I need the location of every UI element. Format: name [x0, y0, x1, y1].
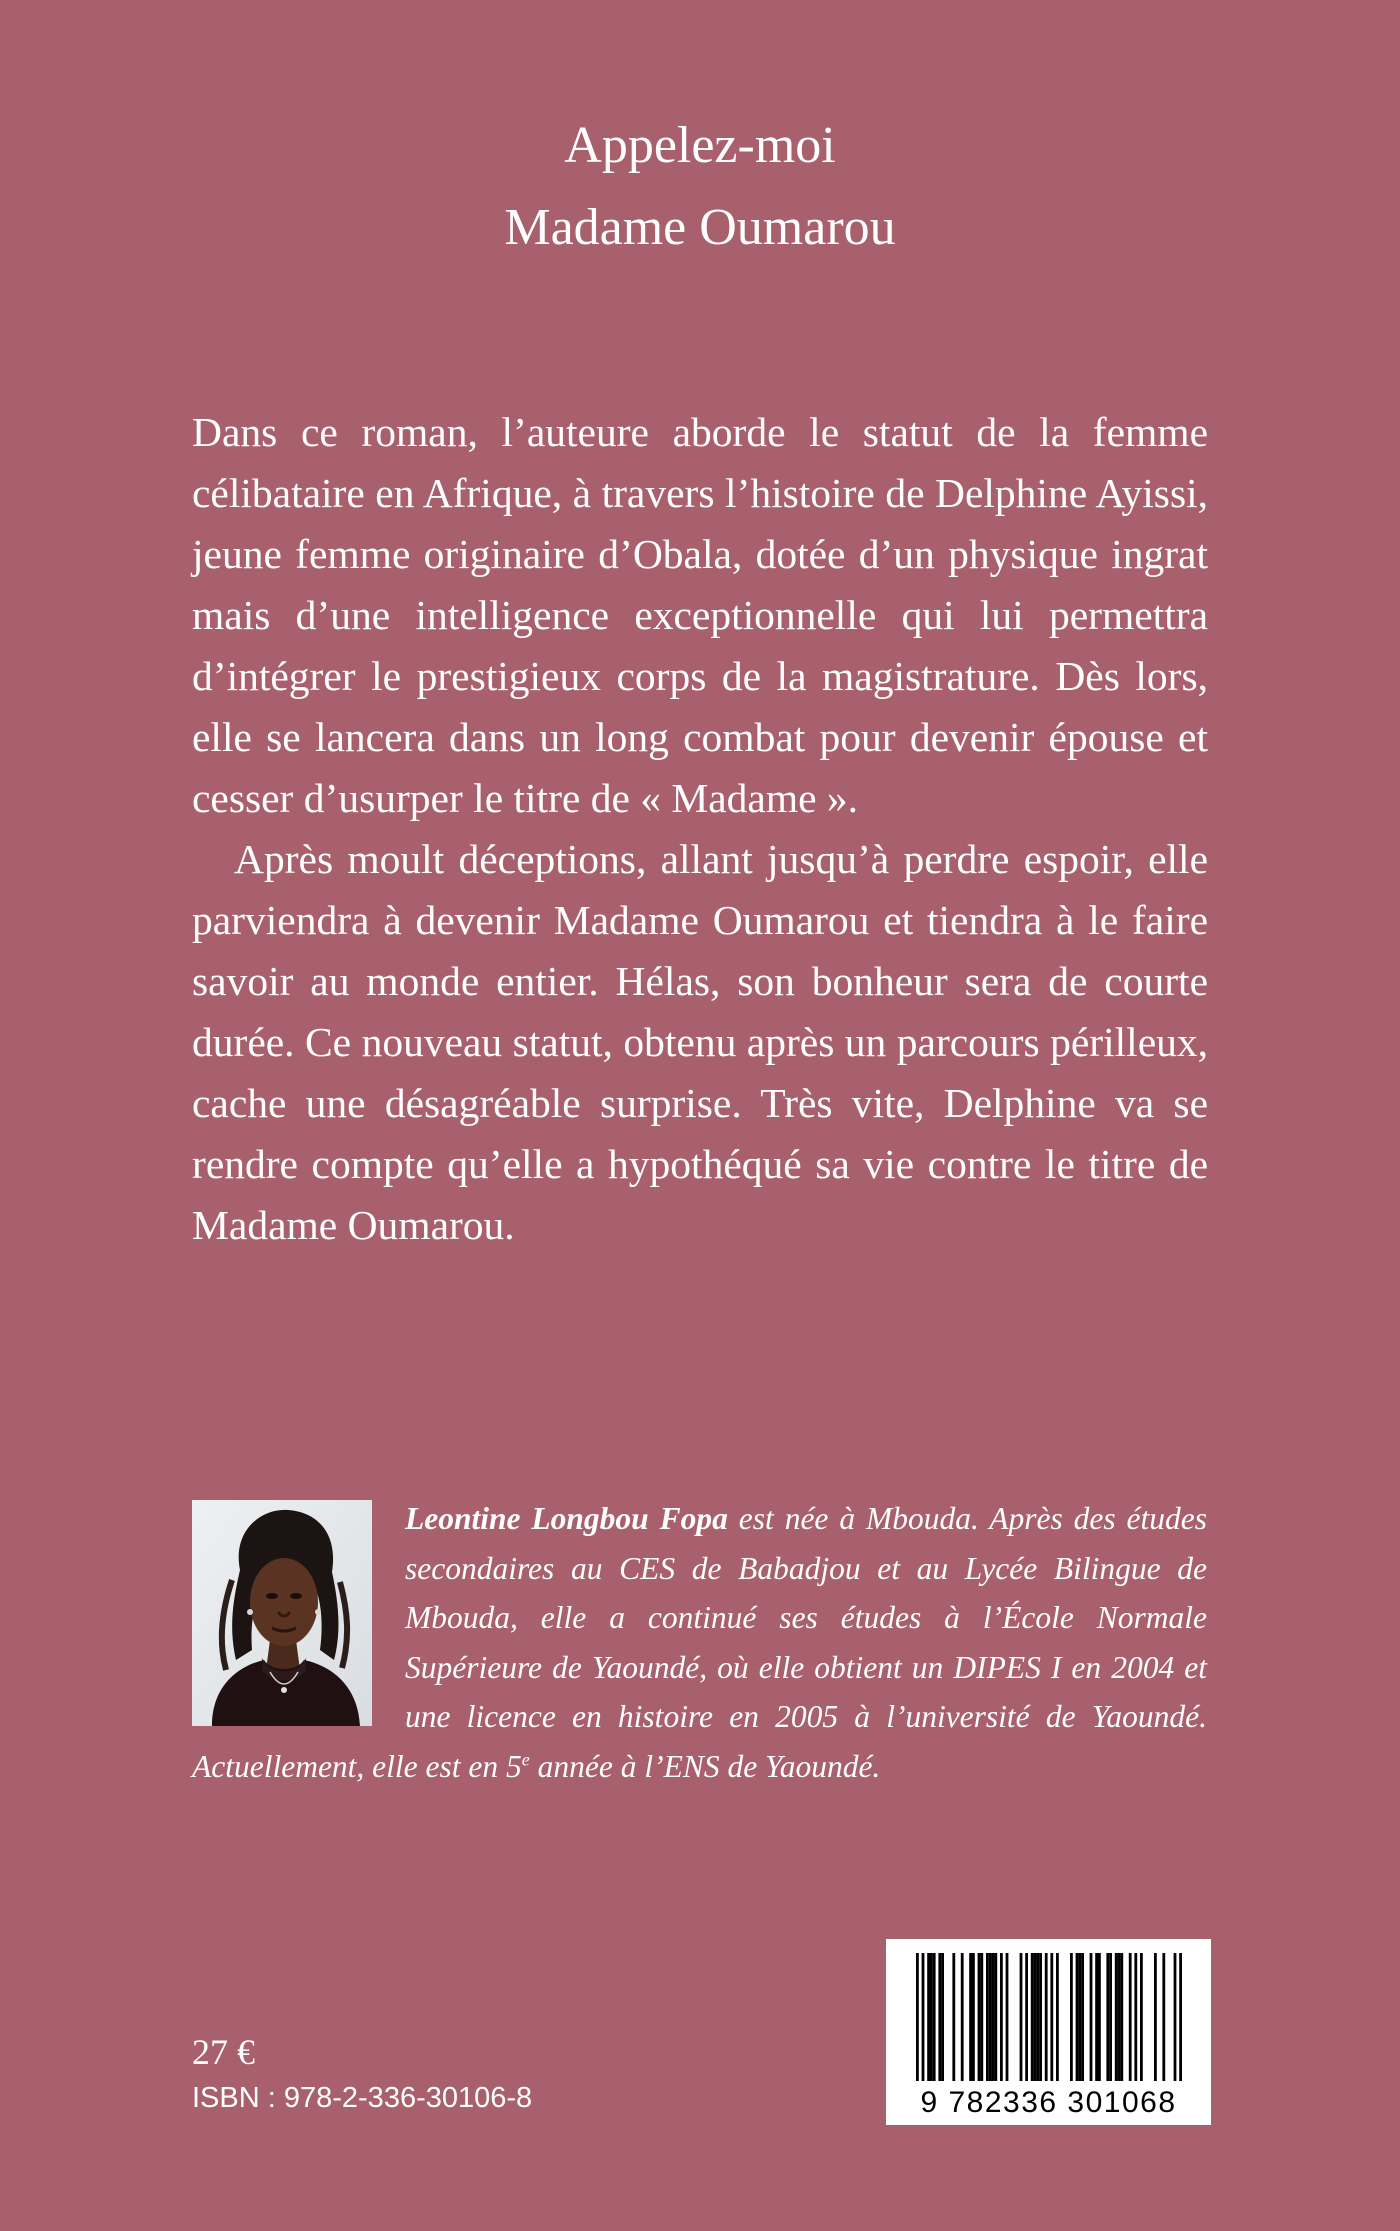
- barcode-bar: [1090, 1953, 1093, 2081]
- barcode-bar: [1034, 1953, 1037, 2081]
- barcode-bar: [1036, 1953, 1039, 2081]
- bio-superscript: e: [521, 1749, 530, 1769]
- bio-text-end: année à l’ENS de Yaoundé.: [529, 1748, 881, 1784]
- synopsis: [192, 402, 1208, 1256]
- barcode-bar: [1098, 1953, 1101, 2081]
- barcode-bar: [1020, 1953, 1023, 2081]
- barcode-bar: [992, 1953, 995, 2081]
- barcode-bar: [986, 1953, 989, 2081]
- barcode-bar: [969, 1953, 972, 2081]
- barcode-bar: [1076, 1953, 1079, 2081]
- barcode-bar: [994, 1953, 997, 2081]
- barcode-bar: [989, 1953, 992, 2081]
- book-title: [0, 105, 1400, 269]
- title-line-1: Appelez-moi: [564, 117, 836, 174]
- barcode-bar: [961, 1953, 964, 2081]
- barcode-bar: [1095, 1953, 1098, 2081]
- author-name: Leontine Longbou Fopa: [405, 1501, 728, 1536]
- barcode-bar: [1000, 1953, 1003, 2081]
- barcode-bar: [941, 1953, 944, 2081]
- barcode-bar: [1050, 1953, 1053, 2081]
- barcode-bar: [1120, 1953, 1123, 2081]
- barcode-bar: [1006, 1953, 1009, 2081]
- barcode-bar: [1174, 1953, 1177, 2081]
- author-biography: [192, 1494, 1207, 1791]
- barcode-bar: [1154, 1953, 1157, 2081]
- barcode-bar: [1031, 1953, 1034, 2081]
- isbn: ISBN : 978-2-336-30106-8: [192, 2082, 533, 2114]
- barcode-bar: [1129, 1953, 1132, 2081]
- barcode-bar: [952, 1953, 955, 2081]
- barcode-bar: [1115, 1953, 1118, 2081]
- photo-spacer: [192, 1494, 405, 1734]
- barcode-digits: 9 782336 301068: [920, 2086, 1177, 2119]
- barcode-bar: [1025, 1953, 1028, 2081]
- barcode-bar: [1045, 1953, 1048, 2081]
- price: 27 €: [192, 2032, 255, 2072]
- barcode-bar: [1070, 1953, 1073, 2081]
- barcode-bar: [933, 1953, 936, 2081]
- synopsis-paragraph-1: Dans ce roman, l’auteure aborde le statut de la femme célibataire en Afrique, à travers l’histoire de Delphine Ayissi, jeune femme originaire d’Obala, dotée d’un physique ingrat mais d’une intelligence exceptionnelle qui lui permettra d’intégrer le prestigieux corps de la magistrature. Dès lors, elle se lancera dans un long combat pour devenir épouse et cesser d’usurper le titre de « Madame ».: [192, 409, 1208, 821]
- title-line-2: Madame Oumarou: [504, 199, 896, 256]
- barcode-bar: [1078, 1953, 1081, 2081]
- barcode-bar: [922, 1953, 925, 2081]
- bio-text: est née à Mbouda. Après des études secondaires au CES de Babadjou et au Lycée Bilingue de Mbouda, elle a continué ses études à l’École Normale Supérieure de Yaoundé, où elle obtient un DIPES I en 2004 et une licence en histoire en 2005 à l’université de Yaoundé. Actuellement, elle est en 5: [192, 1501, 1207, 1784]
- barcode-bar: [1134, 1953, 1137, 2081]
- barcode: [886, 1939, 1211, 2125]
- barcode-bar: [1081, 1953, 1084, 2081]
- barcode-bar: [938, 1953, 941, 2081]
- barcode-bar: [927, 1953, 930, 2081]
- barcode-bar: [1179, 1953, 1182, 2081]
- barcode-bar: [980, 1953, 983, 2081]
- barcode-bar: [1162, 1953, 1165, 2081]
- barcode-bar: [916, 1953, 919, 2081]
- barcode-bar: [1106, 1953, 1109, 2081]
- barcode-bar: [1039, 1953, 1042, 2081]
- barcode-bar: [930, 1953, 933, 2081]
- barcode-bar: [1140, 1953, 1143, 2081]
- barcode-bar: [978, 1953, 981, 2081]
- barcode-bar: [1118, 1953, 1121, 2081]
- barcode-bar: [1109, 1953, 1112, 2081]
- barcode-bar: [1056, 1953, 1059, 2081]
- barcode-bar: [972, 1953, 975, 2081]
- synopsis-paragraph-2: Après moult déceptions, allant jusqu’à perdre espoir, elle parviendra à devenir Madame Oumarou et tiendra à le faire savoir au monde entier. Hélas, son bonheur sera de courte durée. Ce nouveau statut, obtenu après un parcours périlleux, cache une désagréable surprise. Très vite, Delphine va se rendre compte qu’elle a hypothéqué sa vie contre le titre de Madame Oumarou.: [192, 836, 1208, 1248]
